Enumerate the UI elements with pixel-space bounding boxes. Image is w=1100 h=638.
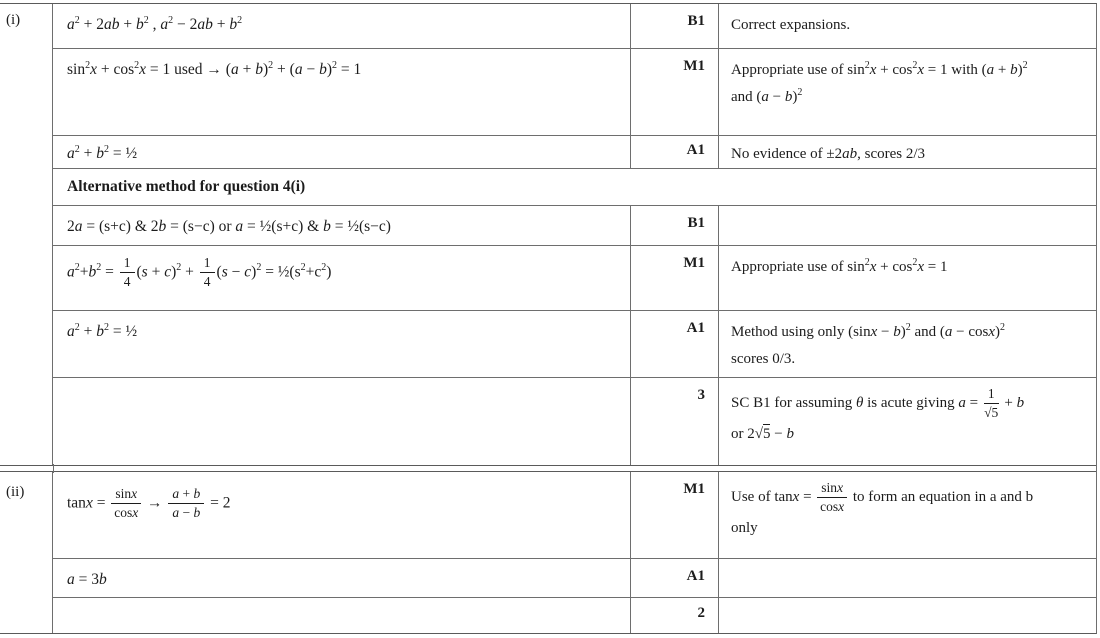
- comment-cell: Method using only $(\sin x - b)^2$ and $(a - \cos x)^2$ scores 0/3.: [718, 311, 1096, 377]
- answer-cell: tanx = $\frac{\sin x}{\cos x}$ → $\frac{a + b}{a - b}$ = 2: [67, 486, 231, 521]
- table-row: [53, 598, 1096, 633]
- alt-method-header: Alternative method for question 4(i): [53, 169, 1096, 206]
- marks-table-ii: [53, 472, 1096, 633]
- part-label-ii: (ii): [0, 472, 53, 633]
- marks-table-i: [53, 4, 1096, 465]
- comment-cell: Appropriate use of $\sin^2x + \cos^2x = 1$: [718, 246, 1096, 310]
- table-row: [53, 4, 1096, 49]
- mark-cell: A1: [630, 311, 718, 377]
- mark-cell: M1: [630, 472, 718, 558]
- comment-cell: SC B1 for assuming θ is acute giving a = $\frac{1}{√5}$ + b or 2√5 − b: [718, 378, 1096, 465]
- answer-cell: [53, 378, 630, 465]
- comment-cell: No evidence of ±2ab, scores 2/3: [718, 136, 1096, 168]
- section-i: [0, 3, 1097, 466]
- mark-cell: M1: [630, 49, 718, 135]
- mark-cell: 2: [630, 598, 718, 633]
- table-row: [53, 559, 1096, 598]
- comment-cell: Appropriate use of $\sin^2x + \cos^2x = 1$ with $(a + b)^2$ and $(a - b)^2$: [718, 49, 1096, 135]
- comment-cell: [718, 559, 1096, 597]
- comment-cell: Correct expansions.: [718, 4, 1096, 48]
- answer-cell: $\sin^2x + \cos^2x = 1$ used → $(a + b)^2 + (a - b)^2 = 1$: [67, 59, 362, 78]
- answer-cell: $a^2 + 2ab + b^2$ , $a^2 - 2ab + b^2$: [67, 14, 243, 33]
- part-label-i: (i): [0, 4, 53, 465]
- mark-cell: B1: [630, 206, 718, 245]
- answer-cell: $a^2+b^2$ = $\frac{1}{4}$ $(s + c)^2$ + $\frac{1}{4}$ $(s - c)^2$ = $\frac{1}{2}(s^2+c^2)$: [67, 255, 332, 290]
- mark-cell: 3: [630, 378, 718, 465]
- table-row: [53, 472, 1096, 559]
- section-ii: [0, 471, 1097, 634]
- table-row: [53, 311, 1096, 378]
- table-row: [53, 49, 1096, 136]
- mark-cell: M1: [630, 246, 718, 310]
- comment-cell: [718, 598, 1096, 633]
- comment-cell: Use of tanx = $\frac{\sin x}{\cos x}$ to form an equation in a and b only: [718, 472, 1096, 558]
- answer-cell: $a^2 + b^2$ = ½: [67, 321, 138, 340]
- answer-cell: 2a = (s+c) & 2b = (s−c) or a = ½(s+c) & b = ½(s−c): [67, 218, 391, 235]
- answer-cell: $a^2 + b^2$ = ½: [67, 143, 138, 162]
- mark-cell: B1: [630, 4, 718, 48]
- answer-cell: [53, 598, 630, 633]
- table-row: [53, 378, 1096, 465]
- table-row: [53, 136, 1096, 169]
- table-row: [53, 206, 1096, 246]
- table-row: [53, 246, 1096, 311]
- mark-cell: A1: [630, 136, 718, 168]
- comment-cell: [718, 206, 1096, 245]
- right-border-bridge: [1096, 464, 1097, 473]
- answer-cell: a = 3b: [67, 571, 107, 588]
- mark-cell: A1: [630, 559, 718, 597]
- column-divider-bridge: [53, 464, 54, 473]
